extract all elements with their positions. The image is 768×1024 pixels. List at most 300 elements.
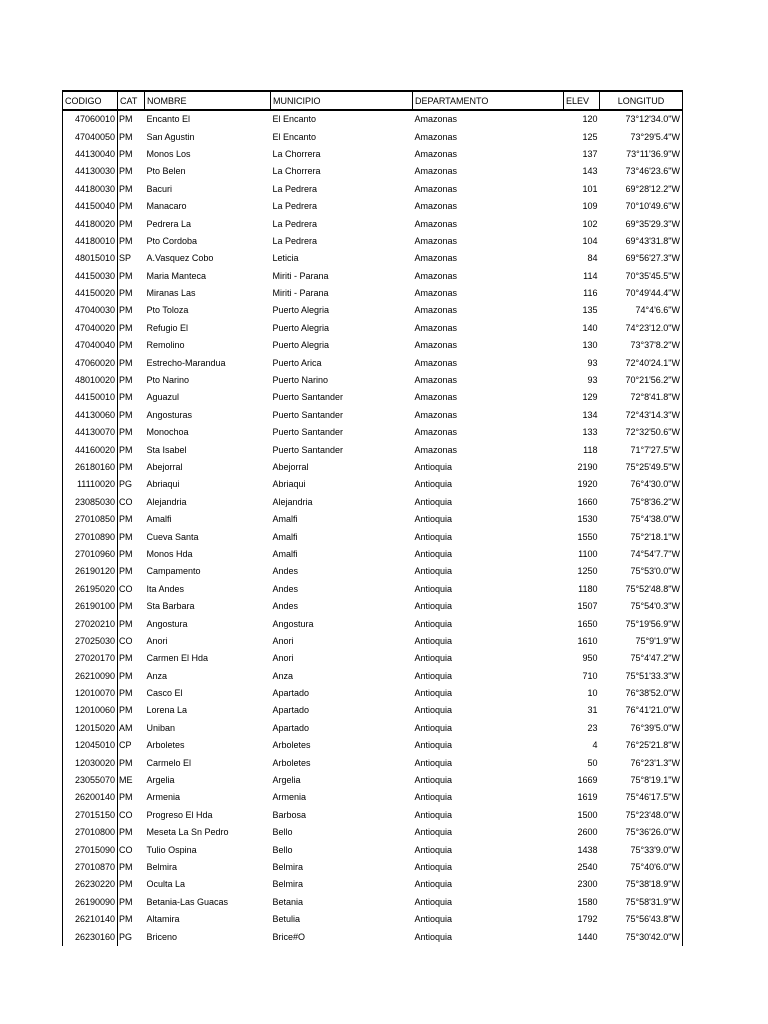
cell-nombre: Lorena La bbox=[146, 705, 188, 716]
cell-codigo: 44160020 bbox=[63, 441, 118, 458]
cell-codigo: 44150040 bbox=[63, 198, 118, 215]
cell-municipio: Puerto Alegria bbox=[272, 305, 330, 316]
cell-codigo: 12045010 bbox=[63, 737, 118, 754]
header-municipio: MUNICIPIO bbox=[271, 91, 413, 110]
cell-longitud: 75°9'1.9"W bbox=[600, 633, 683, 650]
table-row bbox=[63, 754, 683, 771]
cell-municipio: La Chorrera bbox=[272, 148, 321, 159]
cell-elev: 1660 bbox=[577, 496, 598, 507]
cell-elev: 50 bbox=[587, 757, 598, 768]
cell-nombre: Casco El bbox=[146, 688, 183, 699]
cell-departamento: Amazonas bbox=[414, 183, 458, 194]
cell-elev: 114 bbox=[583, 270, 598, 281]
cell-municipio: Arboletes bbox=[272, 757, 311, 768]
table-row bbox=[63, 372, 683, 389]
table-row bbox=[63, 668, 683, 685]
table-row bbox=[63, 285, 683, 302]
cell-departamento: Antioquia bbox=[414, 635, 453, 646]
cell-elev: 1650 bbox=[577, 618, 598, 629]
cell-municipio: Argelia bbox=[272, 775, 301, 786]
cell-elev: 10 bbox=[587, 688, 598, 699]
cell-codigo: 26190120 bbox=[63, 563, 118, 580]
header-longitud: LONGITUD bbox=[600, 91, 683, 110]
cell-departamento: Amazonas bbox=[414, 218, 458, 229]
cell-municipio: Andes bbox=[272, 583, 299, 594]
cell-elev: 1792 bbox=[577, 914, 598, 925]
cell-municipio: El Encanto bbox=[272, 131, 317, 142]
cell-departamento: Antioquia bbox=[414, 653, 453, 664]
cell-municipio: Apartado bbox=[272, 705, 310, 716]
cell-nombre: Tulio Ospina bbox=[146, 844, 197, 855]
cell-nombre: Meseta La Sn Pedro bbox=[146, 827, 229, 838]
cell-elev: 1507 bbox=[577, 601, 598, 612]
cell-cat: PM bbox=[118, 268, 145, 285]
cell-elev: 1610 bbox=[577, 635, 598, 646]
cell-longitud: 75°56'43.8"W bbox=[600, 911, 683, 928]
cell-longitud: 70°10'49.6"W bbox=[600, 198, 683, 215]
cell-elev: 84 bbox=[587, 253, 598, 264]
cell-cat: CO bbox=[118, 807, 145, 824]
cell-nombre: Betania-Las Guacas bbox=[146, 896, 229, 907]
cell-municipio: El Encanto bbox=[272, 114, 317, 125]
cell-elev: 135 bbox=[582, 305, 598, 316]
cell-nombre: Armenia bbox=[146, 792, 181, 803]
cell-codigo: 26230220 bbox=[63, 876, 118, 893]
cell-codigo: 12010060 bbox=[63, 702, 118, 719]
table-row bbox=[63, 198, 683, 215]
cell-nombre: Pto Cordoba bbox=[146, 235, 198, 246]
cell-nombre: Monos Los bbox=[146, 148, 191, 159]
cell-longitud: 73°46'23.6"W bbox=[600, 163, 683, 180]
cell-cat: AM bbox=[118, 720, 145, 737]
cell-nombre: Arboletes bbox=[146, 740, 185, 751]
table-row bbox=[63, 528, 683, 545]
cell-elev: 1530 bbox=[577, 514, 598, 525]
cell-nombre: Remolino bbox=[146, 340, 185, 351]
cell-elev: 134 bbox=[582, 409, 598, 420]
cell-municipio: Amalfi bbox=[272, 548, 298, 559]
cell-nombre: Bacuri bbox=[146, 183, 173, 194]
cell-elev: 2600 bbox=[577, 827, 598, 838]
cell-codigo: 44150030 bbox=[63, 268, 118, 285]
table-row bbox=[63, 859, 683, 876]
cell-departamento: Antioquia bbox=[414, 618, 453, 629]
cell-cat: CO bbox=[118, 581, 145, 598]
cell-codigo: 27010850 bbox=[63, 511, 118, 528]
cell-departamento: Amazonas bbox=[414, 409, 458, 420]
cell-departamento: Antioquia bbox=[414, 792, 453, 803]
cell-elev: 1100 bbox=[578, 548, 598, 559]
cell-longitud: 75°54'0.3"W bbox=[600, 598, 683, 615]
cell-nombre: Abriaqui bbox=[146, 479, 180, 490]
cell-longitud: 74°4'6.6"W bbox=[600, 302, 683, 319]
cell-codigo: 12010070 bbox=[63, 685, 118, 702]
cell-nombre: Aguazul bbox=[146, 392, 180, 403]
cell-codigo: 23085030 bbox=[63, 494, 118, 511]
cell-cat: PM bbox=[118, 407, 145, 424]
cell-cat: PM bbox=[118, 511, 145, 528]
cell-elev: 2300 bbox=[577, 879, 598, 890]
cell-nombre: Oculta La bbox=[146, 879, 186, 890]
cell-departamento: Amazonas bbox=[414, 375, 458, 386]
table-row bbox=[63, 772, 683, 789]
cell-longitud: 75°33'9.0"W bbox=[600, 841, 683, 858]
cell-municipio: Miriti - Parana bbox=[272, 270, 329, 281]
cell-departamento: Amazonas bbox=[414, 427, 458, 438]
cell-codigo: 27010800 bbox=[63, 824, 118, 841]
table-row bbox=[63, 459, 683, 476]
cell-elev: 950 bbox=[582, 653, 598, 664]
cell-codigo: 44130060 bbox=[63, 407, 118, 424]
table-row bbox=[63, 389, 683, 406]
cell-elev: 93 bbox=[587, 357, 598, 368]
cell-cat: PM bbox=[118, 320, 145, 337]
cell-departamento: Antioquia bbox=[414, 479, 453, 490]
table-row bbox=[63, 598, 683, 615]
cell-nombre: Ita Andes bbox=[146, 583, 185, 594]
cell-cat: PM bbox=[118, 198, 145, 215]
cell-departamento: Antioquia bbox=[414, 740, 453, 751]
cell-elev: 125 bbox=[582, 131, 598, 142]
table-row bbox=[63, 737, 683, 754]
cell-longitud: 75°25'49.5"W bbox=[600, 459, 683, 476]
cell-elev: 1180 bbox=[578, 583, 598, 594]
header-cat: CAT bbox=[118, 91, 145, 110]
cell-codigo: 44180020 bbox=[63, 215, 118, 232]
cell-cat: PM bbox=[118, 285, 145, 302]
table-row bbox=[63, 511, 683, 528]
cell-nombre: Monos Hda bbox=[146, 548, 193, 559]
cell-departamento: Antioquia bbox=[414, 705, 453, 716]
cell-nombre: Carmen El Hda bbox=[146, 653, 209, 664]
table-row bbox=[63, 354, 683, 371]
cell-municipio: La Pedrera bbox=[272, 218, 318, 229]
cell-elev: 23 bbox=[587, 722, 598, 733]
cell-codigo: 44130040 bbox=[63, 146, 118, 163]
cell-elev: 4 bbox=[592, 740, 598, 751]
cell-longitud: 69°43'31.8"W bbox=[600, 233, 683, 250]
cell-departamento: Amazonas bbox=[414, 235, 458, 246]
cell-departamento: Amazonas bbox=[414, 340, 458, 351]
cell-cat: PM bbox=[118, 615, 145, 632]
cell-cat: PM bbox=[118, 876, 145, 893]
cell-longitud: 75°4'47.2"W bbox=[600, 650, 683, 667]
cell-departamento: Amazonas bbox=[414, 148, 458, 159]
cell-cat: PM bbox=[118, 685, 145, 702]
cell-cat: PM bbox=[118, 163, 145, 180]
cell-departamento: Amazonas bbox=[414, 322, 458, 333]
cell-cat: PM bbox=[118, 337, 145, 354]
cell-cat: PM bbox=[118, 441, 145, 458]
header-nombre: NOMBRE bbox=[145, 91, 271, 110]
cell-cat: PM bbox=[118, 354, 145, 371]
cell-longitud: 72°40'24.1"W bbox=[600, 354, 683, 371]
cell-cat: PM bbox=[118, 146, 145, 163]
cell-cat: PM bbox=[118, 650, 145, 667]
cell-departamento: Antioquia bbox=[414, 931, 453, 942]
cell-elev: 1550 bbox=[577, 531, 598, 542]
cell-cat: PM bbox=[118, 754, 145, 771]
table-row bbox=[63, 110, 683, 128]
cell-elev: 101 bbox=[582, 183, 598, 194]
cell-elev: 137 bbox=[582, 148, 598, 159]
cell-nombre: Manacaro bbox=[146, 201, 187, 212]
cell-municipio: Bello bbox=[272, 827, 293, 838]
cell-longitud: 70°35'45.5"W bbox=[600, 268, 683, 285]
cell-longitud: 72°8'41.8"W bbox=[600, 389, 683, 406]
cell-longitud: 69°56'27.3"W bbox=[600, 250, 683, 267]
cell-departamento: Antioquia bbox=[414, 566, 453, 577]
cell-nombre: Estrecho-Marandua bbox=[146, 357, 226, 368]
cell-departamento: Antioquia bbox=[414, 722, 453, 733]
cell-cat: CO bbox=[118, 841, 145, 858]
table-row bbox=[63, 128, 683, 145]
table-row bbox=[63, 702, 683, 719]
cell-nombre: Pto Toloza bbox=[146, 305, 189, 316]
cell-municipio: Belmira bbox=[272, 861, 304, 872]
cell-longitud: 75°2'18.1"W bbox=[600, 528, 683, 545]
cell-municipio: Armenia bbox=[272, 792, 307, 803]
cell-codigo: 27015090 bbox=[63, 841, 118, 858]
cell-nombre: Refugio El bbox=[146, 322, 189, 333]
cell-longitud: 69°35'29.3"W bbox=[600, 215, 683, 232]
cell-cat: PM bbox=[118, 824, 145, 841]
cell-codigo: 12030020 bbox=[63, 754, 118, 771]
cell-nombre: Angosturas bbox=[146, 409, 193, 420]
cell-nombre: Maria Manteca bbox=[146, 270, 207, 281]
cell-nombre: San Agustin bbox=[146, 131, 195, 142]
cell-nombre: Progreso El Hda bbox=[146, 809, 213, 820]
cell-longitud: 75°8'36.2"W bbox=[600, 494, 683, 511]
cell-cat: PM bbox=[118, 702, 145, 719]
cell-codigo: 12015020 bbox=[63, 720, 118, 737]
cell-cat: PG bbox=[118, 476, 145, 493]
cell-departamento: Antioquia bbox=[414, 809, 453, 820]
cell-departamento: Amazonas bbox=[414, 131, 458, 142]
cell-longitud: 73°11'36.9"W bbox=[600, 146, 683, 163]
cell-cat: PM bbox=[118, 894, 145, 911]
table-row bbox=[63, 215, 683, 232]
cell-municipio: Puerto Alegria bbox=[272, 340, 330, 351]
cell-longitud: 74°54'7.7"W bbox=[600, 546, 683, 563]
cell-cat: PM bbox=[118, 233, 145, 250]
cell-cat: PM bbox=[118, 598, 145, 615]
cell-departamento: Amazonas bbox=[414, 444, 458, 455]
cell-nombre: Altamira bbox=[146, 914, 180, 925]
table-row bbox=[63, 302, 683, 319]
cell-departamento: Amazonas bbox=[414, 392, 458, 403]
cell-codigo: 44130030 bbox=[63, 163, 118, 180]
cell-nombre: Angostura bbox=[146, 618, 188, 629]
cell-longitud: 75°52'48.8"W bbox=[600, 581, 683, 598]
cell-cat: CO bbox=[118, 494, 145, 511]
cell-municipio: Puerto Narino bbox=[272, 375, 329, 386]
cell-departamento: Antioquia bbox=[414, 844, 453, 855]
cell-codigo: 48010020 bbox=[63, 372, 118, 389]
cell-longitud: 72°43'14.3"W bbox=[600, 407, 683, 424]
cell-elev: 1619 bbox=[577, 792, 598, 803]
cell-cat: PM bbox=[118, 302, 145, 319]
cell-codigo: 26200140 bbox=[63, 789, 118, 806]
cell-longitud: 71°7'27.5"W bbox=[600, 441, 683, 458]
cell-municipio: Arboletes bbox=[272, 740, 311, 751]
cell-municipio: Puerto Santander bbox=[272, 444, 344, 455]
cell-cat: PG bbox=[118, 928, 145, 945]
cell-departamento: Amazonas bbox=[414, 253, 458, 264]
cell-elev: 133 bbox=[582, 427, 598, 438]
cell-elev: 1500 bbox=[577, 809, 598, 820]
table-row bbox=[63, 250, 683, 267]
cell-longitud: 75°36'26.0"W bbox=[600, 824, 683, 841]
cell-nombre: Pto Belen bbox=[146, 166, 186, 177]
cell-departamento: Antioquia bbox=[414, 548, 453, 559]
cell-departamento: Amazonas bbox=[414, 288, 458, 299]
cell-longitud: 75°30'42.0"W bbox=[600, 928, 683, 945]
table-row bbox=[63, 876, 683, 893]
cell-nombre: Abejorral bbox=[146, 462, 183, 472]
cell-municipio: Alejandria bbox=[272, 496, 313, 507]
cell-longitud: 75°23'48.0"W bbox=[600, 807, 683, 824]
cell-municipio: La Pedrera bbox=[272, 183, 318, 194]
table-row bbox=[63, 650, 683, 667]
table-row bbox=[63, 911, 683, 928]
table-row bbox=[63, 233, 683, 250]
cell-nombre: Miranas Las bbox=[146, 288, 196, 299]
header-row bbox=[63, 91, 683, 110]
cell-municipio: La Pedrera bbox=[272, 235, 318, 246]
cell-elev: 1669 bbox=[577, 775, 598, 786]
cell-codigo: 26180160 bbox=[63, 459, 118, 476]
cell-codigo: 47060010 bbox=[63, 110, 118, 128]
cell-cat: PM bbox=[118, 789, 145, 806]
cell-elev: 118 bbox=[583, 444, 598, 455]
cell-codigo: 11110020 bbox=[63, 476, 118, 493]
cell-longitud: 74°23'12.0"W bbox=[600, 320, 683, 337]
cell-municipio: Andes bbox=[272, 601, 299, 612]
cell-departamento: Amazonas bbox=[414, 166, 458, 177]
cell-cat: PM bbox=[118, 563, 145, 580]
cell-nombre: Sta Barbara bbox=[146, 601, 195, 612]
cell-municipio: Barbosa bbox=[272, 809, 307, 820]
table-row bbox=[63, 563, 683, 580]
cell-departamento: Antioquia bbox=[414, 496, 453, 507]
cell-nombre: Sta Isabel bbox=[146, 444, 187, 455]
cell-longitud: 76°25'21.8"W bbox=[600, 737, 683, 754]
table-row bbox=[63, 476, 683, 493]
cell-codigo: 48015010 bbox=[63, 250, 118, 267]
cell-municipio: Brice#O bbox=[272, 931, 306, 942]
cell-elev: 2540 bbox=[577, 861, 598, 872]
cell-elev: 109 bbox=[582, 201, 598, 212]
cell-municipio: Anori bbox=[272, 653, 294, 664]
cell-municipio: Puerto Santander bbox=[272, 392, 344, 403]
cell-codigo: 27010960 bbox=[63, 546, 118, 563]
cell-elev: 710 bbox=[582, 670, 598, 681]
cell-departamento: Antioquia bbox=[414, 757, 453, 768]
cell-municipio: Apartado bbox=[272, 688, 310, 699]
cell-cat: PM bbox=[118, 128, 145, 145]
cell-codigo: 26190090 bbox=[63, 894, 118, 911]
cell-nombre: Campamento bbox=[146, 566, 201, 577]
cell-municipio: Betulia bbox=[272, 914, 301, 925]
header-codigo: CODIGO bbox=[63, 91, 118, 110]
cell-departamento: Antioquia bbox=[414, 896, 453, 907]
table-row bbox=[63, 685, 683, 702]
cell-longitud: 75°19'56.9"W bbox=[600, 615, 683, 632]
cell-cat: PM bbox=[118, 181, 145, 198]
cell-codigo: 27020170 bbox=[63, 650, 118, 667]
cell-departamento: Amazonas bbox=[414, 357, 458, 368]
cell-departamento: Amazonas bbox=[414, 270, 458, 281]
cell-codigo: 27020210 bbox=[63, 615, 118, 632]
cell-longitud: 75°38'18.9"W bbox=[600, 876, 683, 893]
cell-departamento: Antioquia bbox=[414, 583, 453, 594]
table-row bbox=[63, 546, 683, 563]
cell-codigo: 26210090 bbox=[63, 668, 118, 685]
cell-cat: PM bbox=[118, 215, 145, 232]
table-row bbox=[63, 407, 683, 424]
table-row bbox=[63, 807, 683, 824]
cell-departamento: Amazonas bbox=[414, 114, 458, 125]
cell-longitud: 75°4'38.0"W bbox=[600, 511, 683, 528]
cell-codigo: 23055070 bbox=[63, 772, 118, 789]
cell-longitud: 73°37'8.2"W bbox=[600, 337, 683, 354]
cell-codigo: 47040030 bbox=[63, 302, 118, 319]
cell-cat: PM bbox=[118, 459, 145, 476]
table-row bbox=[63, 424, 683, 441]
cell-cat: PM bbox=[118, 546, 145, 563]
table-row bbox=[63, 633, 683, 650]
cell-nombre: Uniban bbox=[146, 722, 176, 733]
cell-codigo: 44180030 bbox=[63, 181, 118, 198]
cell-elev: 102 bbox=[582, 218, 598, 229]
cell-nombre: Alejandria bbox=[146, 496, 187, 507]
cell-longitud: 72°32'50.6"W bbox=[600, 424, 683, 441]
cell-longitud: 73°29'5.4"W bbox=[600, 128, 683, 145]
cell-municipio: Bello bbox=[272, 844, 293, 855]
cell-departamento: Antioquia bbox=[414, 531, 453, 542]
cell-cat: PM bbox=[118, 389, 145, 406]
table-row bbox=[63, 581, 683, 598]
cell-longitud: 76°23'1.3"W bbox=[600, 754, 683, 771]
cell-municipio: Puerto Santander bbox=[272, 409, 344, 420]
cell-longitud: 76°4'30.0"W bbox=[600, 476, 683, 493]
cell-departamento: Antioquia bbox=[414, 670, 453, 681]
cell-elev: 129 bbox=[582, 392, 598, 403]
cell-nombre: Pedrera La bbox=[146, 218, 192, 229]
cell-cat: SP bbox=[118, 250, 145, 267]
cell-municipio: Leticia bbox=[272, 253, 299, 264]
table-row bbox=[63, 789, 683, 806]
cell-elev: 1438 bbox=[577, 844, 598, 855]
cell-longitud: 76°39'5.0"W bbox=[600, 720, 683, 737]
cell-cat: PM bbox=[118, 859, 145, 876]
cell-elev: 1440 bbox=[577, 931, 598, 942]
table-body bbox=[63, 110, 683, 946]
cell-longitud: 76°38'52.0"W bbox=[600, 685, 683, 702]
cell-municipio: Angostura bbox=[272, 618, 314, 629]
table-row bbox=[63, 320, 683, 337]
cell-nombre: Belmira bbox=[146, 861, 178, 872]
cell-municipio: Anza bbox=[272, 670, 294, 681]
table-row bbox=[63, 337, 683, 354]
cell-municipio: Anori bbox=[272, 635, 294, 646]
cell-longitud: 73°12'34.0"W bbox=[600, 110, 683, 128]
cell-elev: 2190 bbox=[577, 462, 598, 472]
cell-elev: 116 bbox=[583, 288, 598, 299]
cell-codigo: 44180010 bbox=[63, 233, 118, 250]
table-row bbox=[63, 441, 683, 458]
